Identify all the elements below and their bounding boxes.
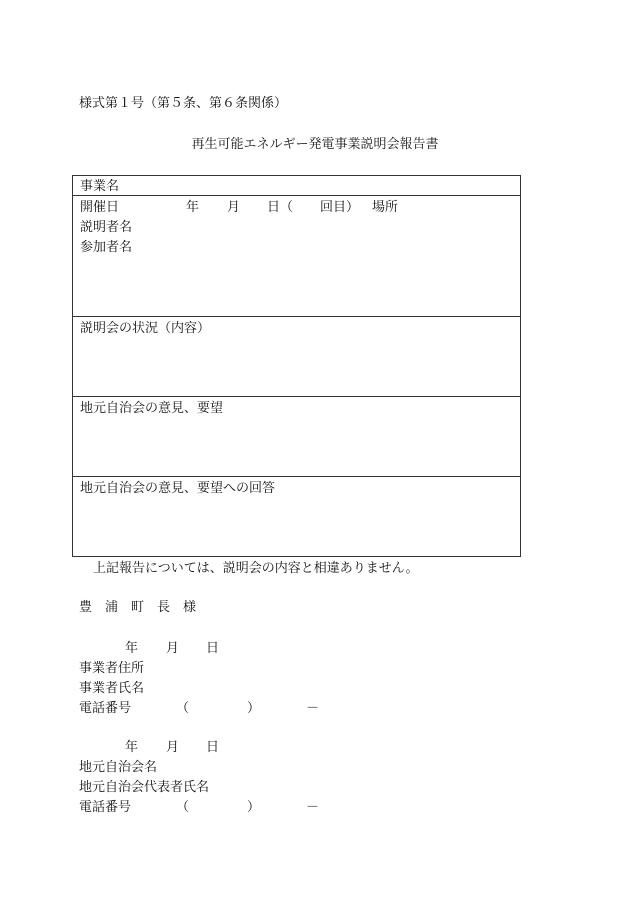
- participants-label: 参加者名: [80, 240, 133, 255]
- association-date-line: [0, 741, 630, 755]
- status-row: [73, 317, 520, 397]
- meeting-place-label: 場所: [372, 200, 399, 215]
- business-phone-open: （: [176, 701, 190, 716]
- meeting-month: 月: [227, 200, 241, 215]
- presenter-label: 説明者名: [80, 220, 133, 235]
- business-phone-dash: －: [306, 701, 320, 716]
- project-name-label: 事業名: [80, 179, 120, 194]
- association-rep-label: 地元自治会代表者氏名: [79, 780, 210, 795]
- business-phone-close: ）: [247, 701, 261, 716]
- document-title: 再生可能エネルギー発電事業説明会報告書: [191, 137, 439, 152]
- report-table: [72, 175, 521, 557]
- meeting-info-row: [73, 196, 520, 317]
- form-number: 様式第１号（第５条、第６条関係）: [79, 96, 288, 111]
- project-name-row: [73, 176, 520, 196]
- opinion-label: 地元自治会の意見、要望: [80, 401, 224, 416]
- association-name-label: 地元自治会名: [79, 760, 158, 775]
- meeting-year: 年: [186, 200, 200, 215]
- association-phone-open: （: [176, 800, 190, 815]
- association-date-year: 年: [125, 740, 139, 755]
- meeting-day: 日（: [267, 200, 294, 215]
- confirmation-text: 上記報告については、説明会の内容と相違ありません。: [93, 561, 419, 576]
- association-phone-label: 電話番号: [79, 800, 132, 815]
- association-phone-line: [0, 801, 630, 815]
- association-date-day: 日: [206, 740, 220, 755]
- business-date-day: 日: [206, 641, 220, 656]
- addressee: 豊 浦 町 長 様: [79, 600, 197, 615]
- business-phone-label: 電話番号: [79, 701, 132, 716]
- business-date-month: 月: [166, 641, 180, 656]
- meeting-date-label: 開催日: [80, 200, 120, 215]
- answer-row: [73, 477, 520, 557]
- business-phone-line: [0, 702, 630, 716]
- status-label: 説明会の状況（内容）: [80, 321, 211, 336]
- business-date-year: 年: [125, 641, 139, 656]
- association-phone-close: ）: [247, 800, 261, 815]
- opinion-row: [73, 397, 520, 477]
- association-phone-dash: －: [306, 800, 320, 815]
- meeting-session: 回目）: [320, 200, 360, 215]
- answer-label: 地元自治会の意見、要望への回答: [80, 481, 276, 496]
- association-date-month: 月: [166, 740, 180, 755]
- business-date-line: [0, 642, 630, 656]
- business-name-label: 事業者氏名: [79, 681, 145, 696]
- business-address-label: 事業者住所: [79, 661, 145, 676]
